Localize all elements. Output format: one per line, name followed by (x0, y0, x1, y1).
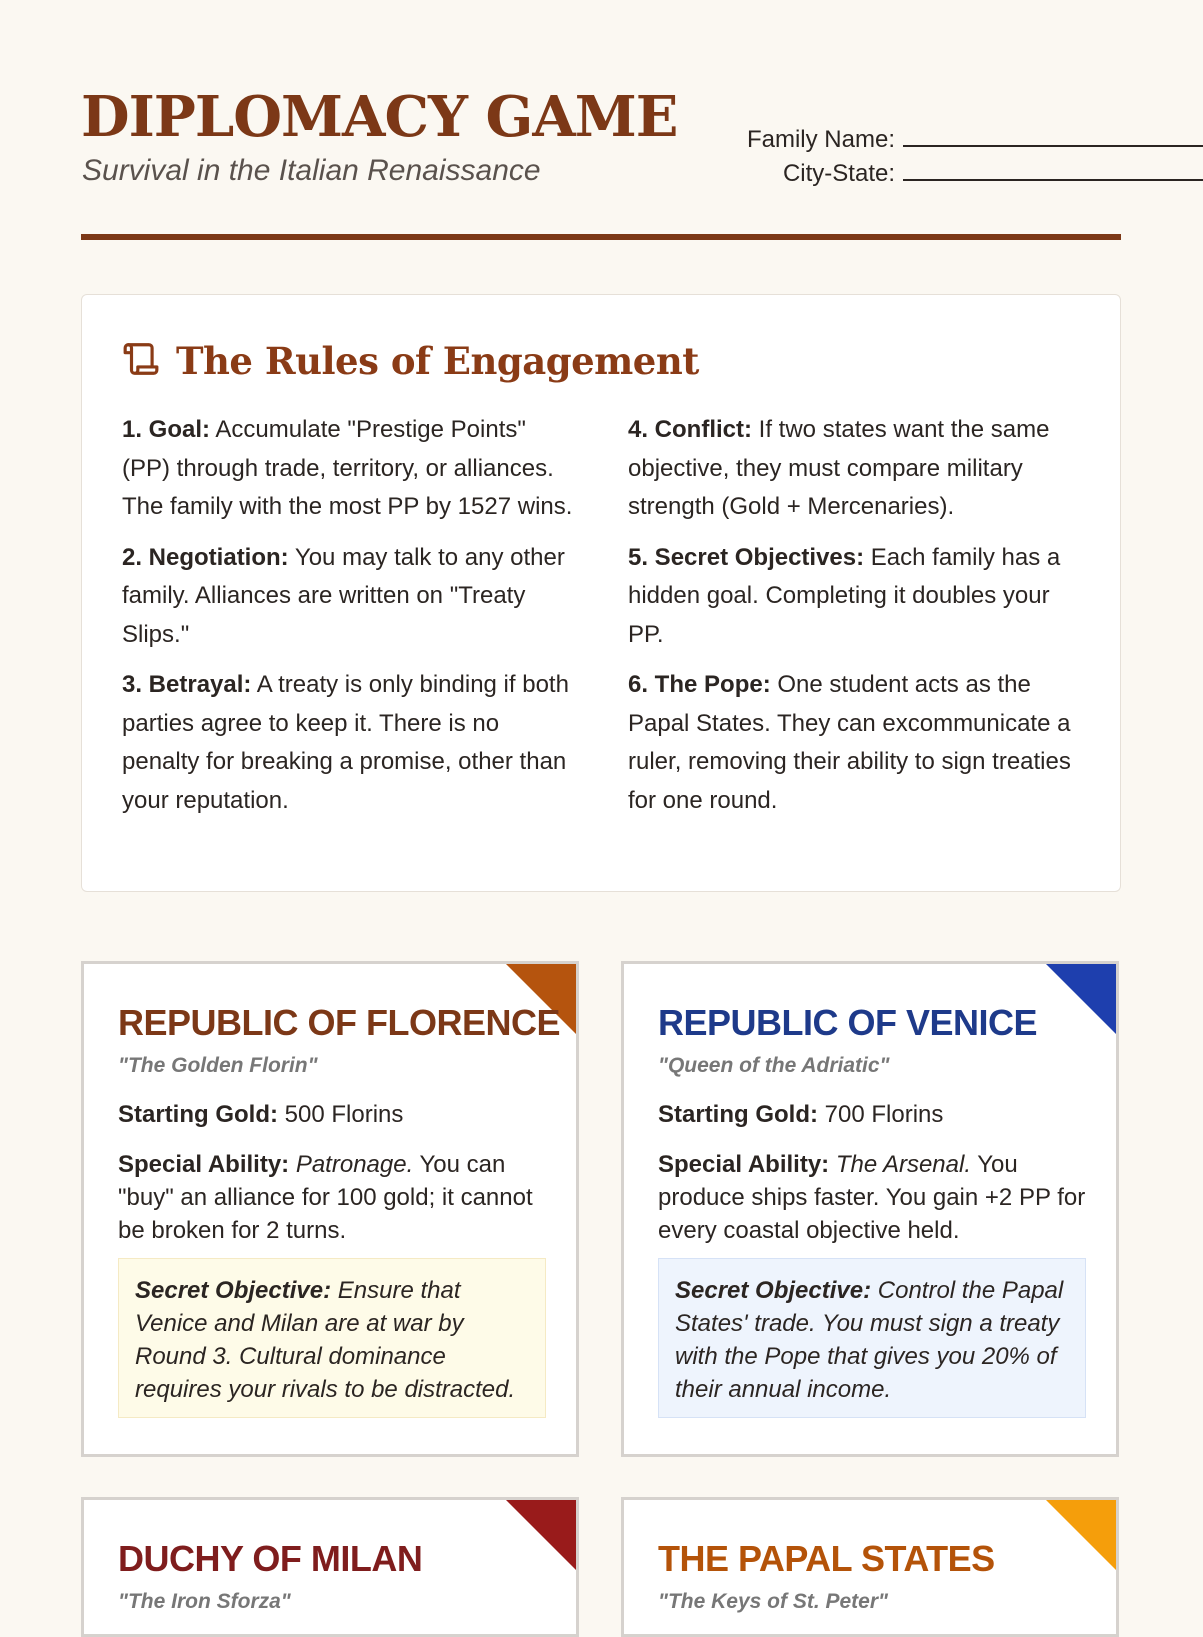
rule-text: A treaty is only binding if both parties agree to keep it. There is no penalty for breaking a promise, other than your reputation. (122, 671, 569, 814)
rule-conflict (628, 411, 1080, 527)
rules-panel (81, 294, 1121, 892)
starting-gold (118, 1101, 403, 1129)
special-ability-name: The Arsenal. (835, 1151, 972, 1178)
rules-column-right (628, 411, 1080, 832)
faction-card-milan (81, 1497, 579, 1637)
rule-label: 4. Conflict: (628, 416, 752, 443)
faction-name: THE PAPAL STATES (658, 1538, 995, 1579)
rule-goal (122, 411, 574, 527)
special-ability-text: You produce ships faster. You gain +2 PP for every coastal objective held. (658, 1151, 1086, 1244)
header (81, 82, 1121, 240)
faction-corner-banner (1046, 964, 1116, 1034)
city-state-field[interactable] (665, 160, 1203, 194)
faction-name: REPUBLIC OF FLORENCE (118, 1002, 561, 1043)
starting-gold (658, 1101, 943, 1129)
starting-gold-label: Starting Gold: (118, 1101, 278, 1128)
special-ability (658, 1148, 1098, 1247)
family-name-blank[interactable] (903, 131, 1203, 147)
name-fields (665, 126, 1203, 194)
rule-label: 1. Goal: (122, 416, 211, 443)
faction-card-papal-states (621, 1497, 1119, 1637)
scroll-icon (122, 340, 160, 383)
secret-objective-text: Ensure that Venice and Milan are at war by Round 3. Cultural dominance requires your rivals to be distracted. (135, 1277, 516, 1403)
rule-label: 6. The Pope: (628, 671, 771, 698)
special-ability (118, 1148, 558, 1247)
rule-text: One student acts as the Papal States. They can excommunicate a ruler, removing their ability to sign treaties for one round. (628, 671, 1071, 814)
rule-label: 3. Betrayal: (122, 671, 252, 698)
special-ability-name: Patronage. (295, 1151, 414, 1178)
faction-motto: "The Iron Sforza" (118, 1590, 291, 1613)
secret-objective-box (658, 1258, 1086, 1418)
city-state-label: City-State: (782, 160, 895, 187)
rule-secret-objectives (628, 539, 1080, 655)
rule-negotiation (122, 539, 574, 655)
family-name-field[interactable] (665, 126, 1203, 160)
rule-text: If two states want the same objective, they must compare military strength (Gold + Mercenaries). (628, 416, 1050, 520)
rules-column-left (122, 411, 574, 832)
faction-motto: "The Keys of St. Peter" (658, 1590, 888, 1613)
faction-corner-banner (1046, 1500, 1116, 1570)
page-title: DIPLOMACY GAME (81, 84, 678, 150)
secret-objective-text: Control the Papal States' trade. You must sign a treaty with the Pope that gives you 20% of their annual income. (675, 1277, 1064, 1403)
rule-label: 2. Negotiation: (122, 543, 289, 571)
rule-betrayal (122, 666, 574, 820)
rule-text: Accumulate "Prestige Points" (PP) through trade, territory, or alliances. The family with the most PP by 1527 wins. (122, 416, 573, 520)
rules-title: The Rules of Engagement (176, 339, 699, 383)
special-ability-label: Special Ability: (658, 1151, 830, 1178)
faction-name: REPUBLIC OF VENICE (658, 1002, 1038, 1043)
header-divider (81, 234, 1121, 240)
family-name-label: Family Name: (746, 126, 895, 153)
faction-card-venice (621, 961, 1119, 1457)
starting-gold-label: Starting Gold: (658, 1101, 818, 1128)
faction-corner-banner (506, 1500, 576, 1570)
rule-label: 5. Secret Objectives: (628, 543, 865, 571)
city-state-blank[interactable] (903, 165, 1203, 181)
secret-objective-box (118, 1258, 546, 1418)
rule-text: You may talk to any other family. Alliances are written on "Treaty Slips." (122, 543, 565, 648)
secret-objective-label: Secret Objective: (675, 1277, 872, 1304)
faction-card-florence (81, 961, 579, 1457)
faction-motto: "Queen of the Adriatic" (658, 1054, 890, 1077)
starting-gold-value: 500 Florins (284, 1101, 404, 1128)
faction-motto: "The Golden Florin" (118, 1054, 318, 1077)
rules-heading (122, 339, 699, 383)
page-subtitle: Survival in the Italian Renaissance (82, 154, 541, 187)
rule-the-pope (628, 666, 1080, 820)
secret-objective-label: Secret Objective: (135, 1277, 332, 1304)
faction-name: DUCHY OF MILAN (118, 1538, 423, 1579)
special-ability-text: You can "buy" an alliance for 100 gold; it cannot be broken for 2 turns. (118, 1151, 533, 1244)
special-ability-label: Special Ability: (118, 1151, 290, 1178)
starting-gold-value: 700 Florins (824, 1101, 944, 1128)
rule-text: Each family has a hidden goal. Completing it doubles your PP. (628, 543, 1061, 648)
